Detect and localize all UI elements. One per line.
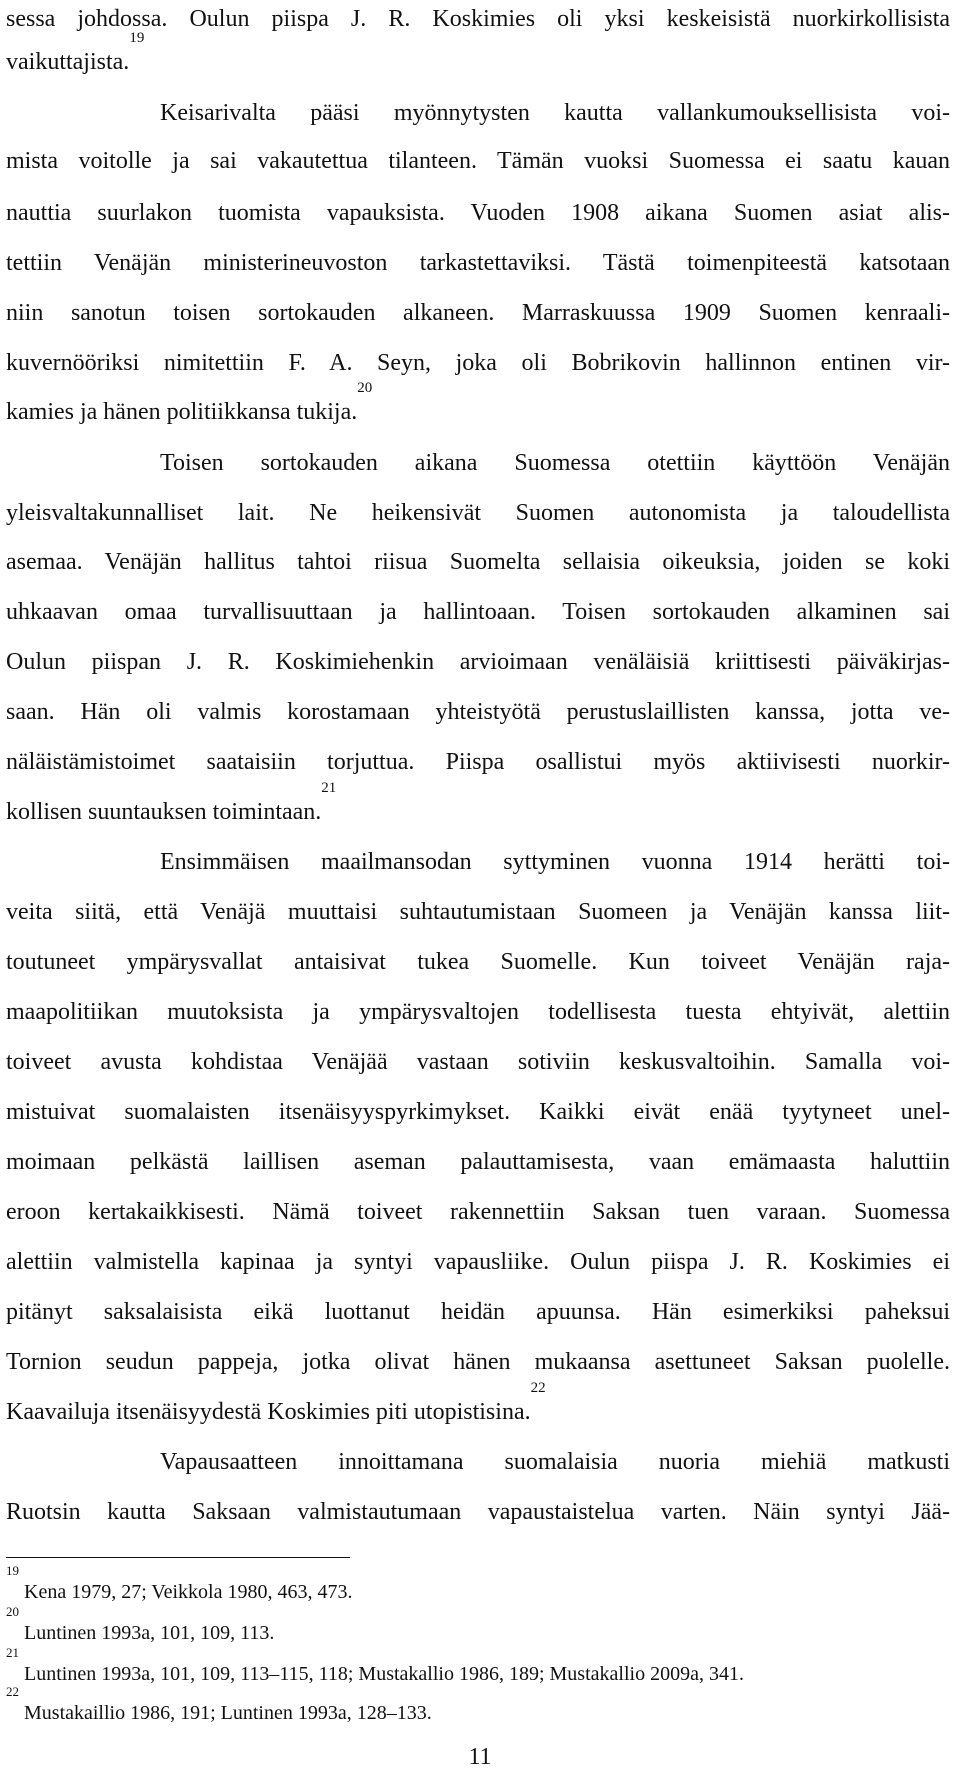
footnote bbox=[6, 1604, 950, 1646]
body-line bbox=[6, 1047, 950, 1077]
body-line bbox=[160, 448, 950, 478]
body-line-text: Ruotsin kautta Saksaan valmistautumaan vapaustaistelua varten. Näin syntyi Jää- bbox=[6, 1499, 950, 1525]
body-line-text: yleisvaltakunnalliset lait. Ne heikensivät Suomen autonomista ja taloudellista bbox=[6, 500, 950, 526]
body-line bbox=[6, 647, 950, 677]
body-line-text: veita siitä, että Venäjä muuttaisi suhtautumistaan Suomeen ja Venäjän kanssa liit- bbox=[6, 899, 950, 925]
footnote-reference: 21 bbox=[321, 780, 337, 796]
body-line bbox=[6, 547, 950, 577]
body-line bbox=[6, 380, 950, 427]
body-line-text: alettiin valmistella kapinaa ja syntyi vapausliike. Oulun piispa J. R. Koskimies ei bbox=[6, 1249, 950, 1275]
body-line-text: uhkaavan omaa turvallisuuttaan ja hallintoaan. Toisen sortokauden alkaminen sai bbox=[6, 599, 950, 625]
footnote-number: 19 bbox=[6, 1563, 19, 1578]
footnote-reference: 22 bbox=[530, 1380, 546, 1396]
body-line bbox=[6, 498, 950, 528]
body-line-text: mistuivat suomalaisten itsenäisyyspyrkimykset. Kaikki eivät enää tyytyneet unel- bbox=[6, 1099, 950, 1125]
footnote bbox=[6, 1563, 950, 1605]
footnote bbox=[6, 1645, 950, 1687]
footnote-reference: 19 bbox=[129, 30, 145, 46]
body-line-text: toiveet avusta kohdistaa Venäjää vastaan sotiviin keskusvaltoihin. Samalla voi- bbox=[6, 1049, 950, 1075]
body-line-text: asemaa. Venäjän hallitus tahtoi riisua Suomelta sellaisia oikeuksia, joiden se koki bbox=[6, 549, 950, 575]
body-line bbox=[6, 597, 950, 627]
body-line-text: niin sanotun toisen sortokauden alkaneen. Marraskuussa 1909 Suomen kenraali- bbox=[6, 300, 950, 326]
body-line bbox=[6, 348, 950, 378]
body-line-text: Oulun piispan J. R. Koskimiehenkin arvioimaan venäläisiä kriittisesti päiväkirjas- bbox=[6, 649, 950, 675]
body-line-text: eroon kertakaikkisesti. Nämä toiveet rakennettiin Saksan tuen varaan. Suomessa bbox=[6, 1199, 950, 1225]
footnote-text: Mustakaillio 1986, 191; Luntinen 1993a, 128–133. bbox=[24, 1702, 432, 1724]
footnote-separator bbox=[6, 1557, 350, 1558]
body-line-text: maapolitiikan muutoksista ja ympärysvaltojen todellisesta tuesta ehtyivät, alettiin bbox=[6, 999, 950, 1025]
footnote-number: 21 bbox=[6, 1645, 19, 1660]
body-line-text: saan. Hän oli valmis korostamaan yhteistyötä perustuslaillisten kanssa, jotta ve- bbox=[6, 699, 950, 725]
footnote-text: Luntinen 1993a, 101, 109, 113–115, 118; Mustakallio 1986, 189; Mustakallio 2009a, 341. bbox=[24, 1663, 744, 1685]
body-line-text: moimaan pelkästä laillisen aseman palauttamisesta, vaan emämaasta haluttiin bbox=[6, 1149, 950, 1175]
footnote-reference: 20 bbox=[357, 380, 373, 396]
body-line bbox=[6, 198, 950, 228]
footnote-number: 22 bbox=[6, 1684, 19, 1699]
footnote bbox=[6, 1684, 950, 1726]
body-line-text: vaikuttajista. bbox=[6, 49, 130, 75]
body-line bbox=[6, 4, 950, 34]
body-line bbox=[160, 847, 950, 877]
body-line bbox=[6, 146, 950, 176]
body-line-text: Keisarivalta pääsi myönnytysten kautta vallankumouksellisista voi- bbox=[160, 100, 950, 126]
body-line-text: Ensimmäisen maailmansodan syttyminen vuonna 1914 herätti toi- bbox=[160, 849, 950, 875]
body-line-text: kollisen suuntauksen toimintaan. bbox=[6, 799, 322, 825]
body-line bbox=[6, 997, 950, 1027]
body-line bbox=[6, 1247, 950, 1277]
body-line bbox=[6, 747, 950, 777]
body-line-text: Toisen sortokauden aikana Suomessa otettiin käyttöön Venäjän bbox=[160, 450, 950, 476]
body-line bbox=[160, 1447, 950, 1477]
footnote-number: 20 bbox=[6, 1604, 19, 1619]
body-line bbox=[6, 897, 950, 927]
body-line bbox=[6, 1347, 950, 1377]
body-line bbox=[6, 1380, 950, 1427]
body-line-text: näläistämistoimet saataisiin torjuttua. Piispa osallistui myös aktiivisesti nuorkir- bbox=[6, 749, 950, 775]
body-line bbox=[160, 98, 950, 128]
body-line bbox=[6, 947, 950, 977]
body-line bbox=[6, 298, 950, 328]
body-line bbox=[6, 1097, 950, 1127]
body-line bbox=[6, 697, 950, 727]
body-line bbox=[6, 1297, 950, 1327]
body-line-text: sessa johdossa. Oulun piispa J. R. Koskimies oli yksi keskeisistä nuorkirkollisista bbox=[6, 6, 950, 32]
body-line-text: toutuneet ympärysvallat antaisivat tukea Suomelle. Kun toiveet Venäjän raja- bbox=[6, 949, 950, 975]
body-line bbox=[6, 1497, 950, 1527]
body-line-text: kamies ja hänen politiikkansa tukija. bbox=[6, 399, 358, 425]
body-line-text: Kaavailuja itsenäisyydestä Koskimies piti utopistisina. bbox=[6, 1399, 531, 1425]
footnote-text: Luntinen 1993a, 101, 109, 113. bbox=[24, 1622, 275, 1644]
body-line-text: kuvernööriksi nimitettiin F. A. Seyn, joka oli Bobrikovin hallinnon entinen vir- bbox=[6, 350, 950, 376]
footnote-text: Kena 1979, 27; Veikkola 1980, 463, 473. bbox=[24, 1581, 353, 1603]
page-number: 11 bbox=[468, 1744, 492, 1770]
body-line bbox=[6, 1147, 950, 1177]
body-line bbox=[6, 1197, 950, 1227]
body-line-text: mista voitolle ja sai vakautettua tilanteen. Tämän vuoksi Suomessa ei saatu kauan bbox=[6, 148, 950, 174]
body-line-text: Tornion seudun pappeja, jotka olivat hänen mukaansa asettuneet Saksan puolelle. bbox=[6, 1349, 950, 1375]
body-line-text: nauttia suurlakon tuomista vapauksista. Vuoden 1908 aikana Suomen asiat alis- bbox=[6, 200, 950, 226]
body-line bbox=[6, 248, 950, 278]
body-line-text: pitänyt saksalaisista eikä luottanut heidän apuunsa. Hän esimerkiksi paheksui bbox=[6, 1299, 950, 1325]
body-line-text: tettiin Venäjän ministerineuvoston tarkastettaviksi. Tästä toimenpiteestä katsotaan bbox=[6, 250, 950, 276]
body-line bbox=[6, 780, 950, 827]
body-line bbox=[6, 30, 950, 77]
body-line-text: Vapausaatteen innoittamana suomalaisia nuoria miehiä matkusti bbox=[160, 1449, 950, 1475]
